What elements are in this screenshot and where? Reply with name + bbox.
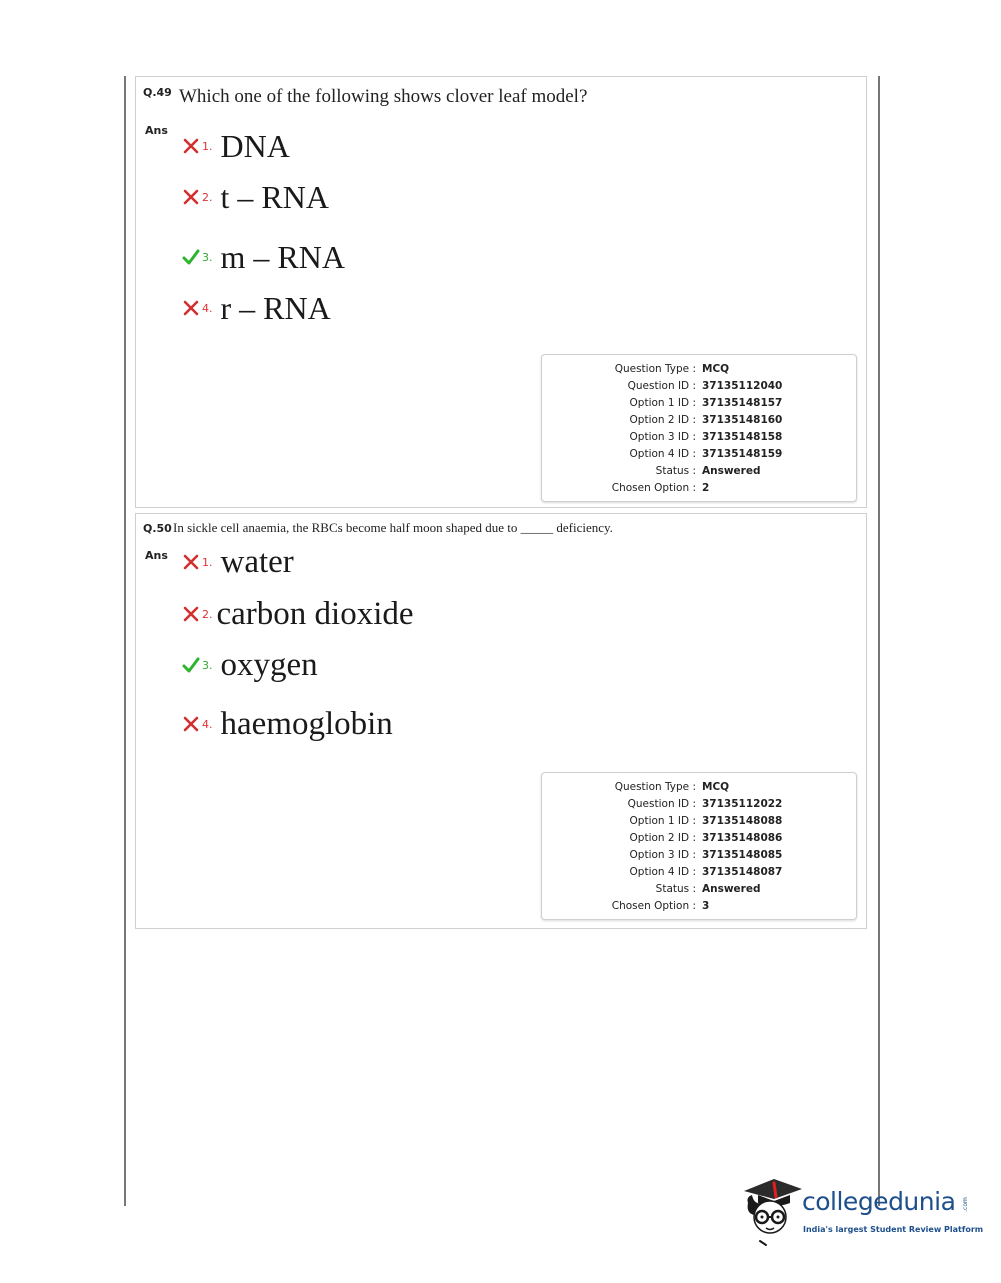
meta-value: 37135148159 xyxy=(702,448,783,460)
question-card-49 xyxy=(135,76,867,508)
meta-label: Option 4 ID : xyxy=(629,866,696,878)
option-3 xyxy=(182,237,345,277)
question-text: Which one of the following shows clover leaf model? xyxy=(179,86,588,107)
question-number: Q.49 xyxy=(143,86,172,99)
meta-label: Option 3 ID : xyxy=(629,849,696,861)
question-card-50 xyxy=(135,513,867,929)
option-text: m – RNA xyxy=(220,238,345,275)
option-text: carbon dioxide xyxy=(216,595,414,632)
meta-value: 3 xyxy=(702,900,710,912)
option-number: 2. xyxy=(202,190,213,204)
option-1 xyxy=(182,542,294,582)
ans-label: Ans xyxy=(145,549,168,562)
meta-value: 37135148087 xyxy=(702,866,783,878)
option-text: t – RNA xyxy=(220,178,329,215)
meta-label: Question Type : xyxy=(614,781,696,793)
meta-value: 37135112040 xyxy=(702,380,783,392)
meta-label: Chosen Option : xyxy=(611,900,696,912)
option-4 xyxy=(182,288,331,328)
check-icon xyxy=(182,656,200,674)
meta-label: Option 1 ID : xyxy=(629,397,696,409)
collegedunia-logo xyxy=(740,1173,984,1248)
option-text: water xyxy=(220,543,294,580)
option-1 xyxy=(182,126,290,166)
meta-value: 2 xyxy=(702,482,710,494)
option-number: 4. xyxy=(202,717,213,731)
option-number: 3. xyxy=(202,658,213,672)
option-text: r – RNA xyxy=(220,289,331,326)
meta-label: Question ID : xyxy=(627,798,696,810)
meta-label: Option 1 ID : xyxy=(629,815,696,827)
meta-label: Option 3 ID : xyxy=(629,431,696,443)
option-4 xyxy=(182,704,393,744)
cross-icon xyxy=(182,605,200,623)
logo-suffix: .com xyxy=(961,1197,969,1212)
logo-tagline: India's largest Student Review Platform xyxy=(803,1225,984,1234)
option-3 xyxy=(182,645,318,685)
meta-label: Option 2 ID : xyxy=(629,414,696,426)
meta-value: Answered xyxy=(702,883,761,895)
meta-value: 37135148158 xyxy=(702,431,783,443)
option-2 xyxy=(182,177,329,217)
meta-label: Question ID : xyxy=(627,380,696,392)
question-meta-panel xyxy=(541,772,857,920)
page-right-border xyxy=(878,76,880,1206)
page-left-border xyxy=(124,76,126,1206)
check-icon xyxy=(182,248,200,266)
mascot-icon xyxy=(740,1173,804,1248)
meta-value: MCQ xyxy=(702,781,730,793)
meta-value: 37135148085 xyxy=(702,849,783,861)
cross-icon xyxy=(182,188,200,206)
meta-label: Chosen Option : xyxy=(611,482,696,494)
cross-icon xyxy=(182,299,200,317)
meta-value: 37135148088 xyxy=(702,815,783,827)
meta-label: Status : xyxy=(655,883,696,895)
meta-value: 37135148086 xyxy=(702,832,783,844)
option-number: 3. xyxy=(202,250,213,264)
option-number: 1. xyxy=(202,555,213,569)
logo-name: collegedunia xyxy=(802,1187,956,1216)
option-text: haemoglobin xyxy=(220,705,393,742)
option-text: oxygen xyxy=(220,646,318,683)
meta-label: Option 4 ID : xyxy=(629,448,696,460)
meta-label: Option 2 ID : xyxy=(629,832,696,844)
meta-label: Question Type : xyxy=(614,363,696,375)
question-number: Q.50 xyxy=(143,522,172,535)
meta-value: 37135148160 xyxy=(702,414,783,426)
question-text: In sickle cell anaemia, the RBCs become half moon shaped due to _____ deficiency. xyxy=(173,520,613,535)
option-number: 2. xyxy=(202,607,213,621)
option-number: 1. xyxy=(202,139,213,153)
option-2 xyxy=(182,594,414,634)
meta-value: MCQ xyxy=(702,363,730,375)
meta-value: 37135148157 xyxy=(702,397,783,409)
ans-label: Ans xyxy=(145,124,168,137)
meta-value: Answered xyxy=(702,465,761,477)
meta-value: 37135112022 xyxy=(702,798,783,810)
question-meta-panel xyxy=(541,354,857,502)
cross-icon xyxy=(182,553,200,571)
option-text: DNA xyxy=(220,127,290,164)
meta-label: Status : xyxy=(655,465,696,477)
cross-icon xyxy=(182,137,200,155)
option-number: 4. xyxy=(202,301,213,315)
cross-icon xyxy=(182,715,200,733)
